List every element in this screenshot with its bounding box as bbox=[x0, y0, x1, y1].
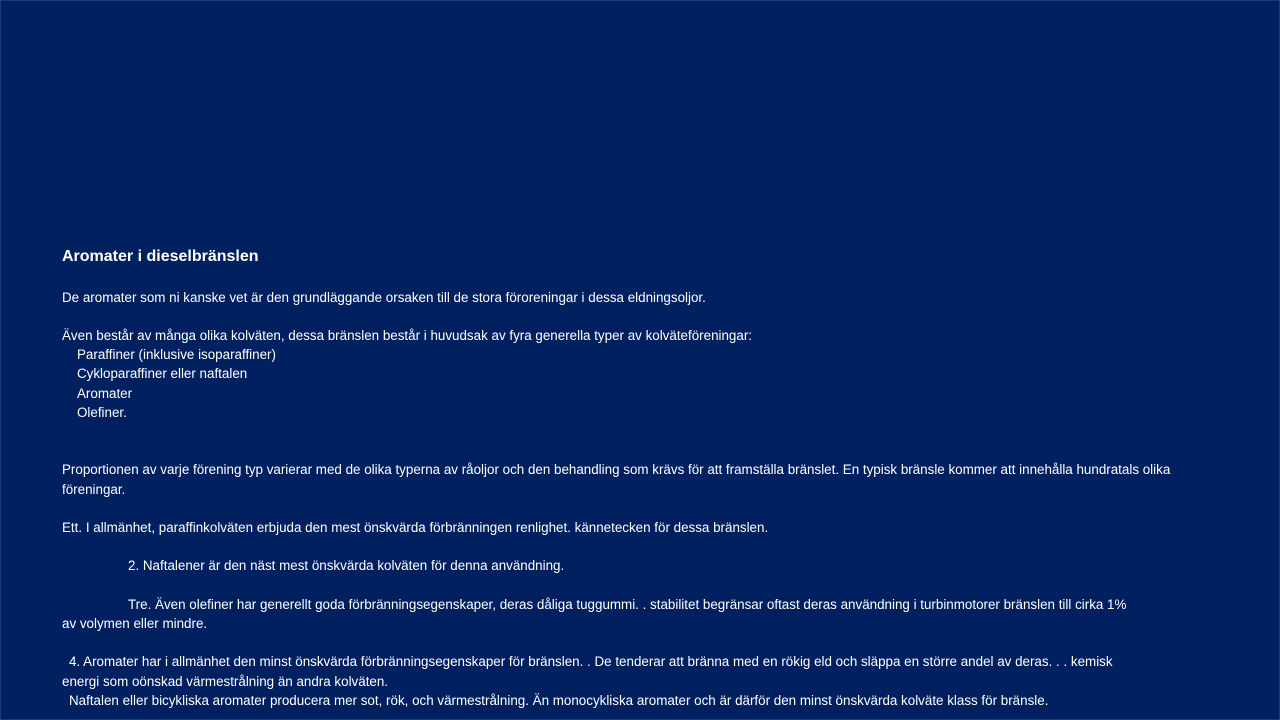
type-item-aromatics: Aromater bbox=[77, 386, 133, 401]
point-4-line-1: 4. Aromater har i allmänhet den minst önskvärda förbränningsegenskaper för bränslen. . De tenderar att bränna med en rökig eld och släppa en större andel av deras. . . kemisk bbox=[69, 654, 1113, 669]
type-item-olefins: Olefiner. bbox=[77, 405, 127, 420]
point-3-line-1: Tre. Även olefiner har generellt goda förbränningsegenskaper, deras dåliga tuggummi. . stabilitet begränsar oftast deras användning i turbinmotorer bränslen till cirka 1% bbox=[128, 597, 1127, 612]
type-item-cycloparaffins: Cykloparaffiner eller naftalen bbox=[77, 366, 248, 381]
type-item-paraffins: Paraffiner (inklusive isoparaffiner) bbox=[77, 347, 276, 362]
types-intro: Även består av många olika kolväten, dessa bränslen består i huvudsak av fyra generella typer av kolväteföreningar: bbox=[62, 328, 753, 343]
point-1: Ett. I allmänhet, paraffinkolväten erbjuda den mest önskvärda förbränningen renlighet. kännetecken för dessa bränslen. bbox=[62, 520, 769, 535]
point-3-line-2: av volymen eller mindre. bbox=[62, 616, 208, 631]
point-2: 2. Naftalener är den näst mest önskvärda kolväten för denna användning. bbox=[128, 558, 565, 573]
slide-title: Aromater i dieselbränslen bbox=[62, 248, 259, 265]
intro-paragraph: De aromater som ni kanske vet är den grundläggande orsaken till de stora föroreningar i dessa eldningsoljor. bbox=[62, 290, 706, 305]
point-4-line-2: energi som oönskad värmestrålning än andra kolväten. bbox=[62, 674, 389, 689]
point-4-line-3: Naftalen eller bicykliska aromater producera mer sot, rök, och värmestrålning. Än monocykliska aromater och är därför den minst önskvärda kolväte klass för bränsle. bbox=[69, 693, 1049, 708]
proportion-paragraph: Proportionen av varje förening typ varierar med de olika typerna av råoljor och den behandling som krävs för att framställa bränslet. En typisk bränsle kommer att innehålla hundratals olika föreningar. bbox=[62, 462, 1171, 497]
